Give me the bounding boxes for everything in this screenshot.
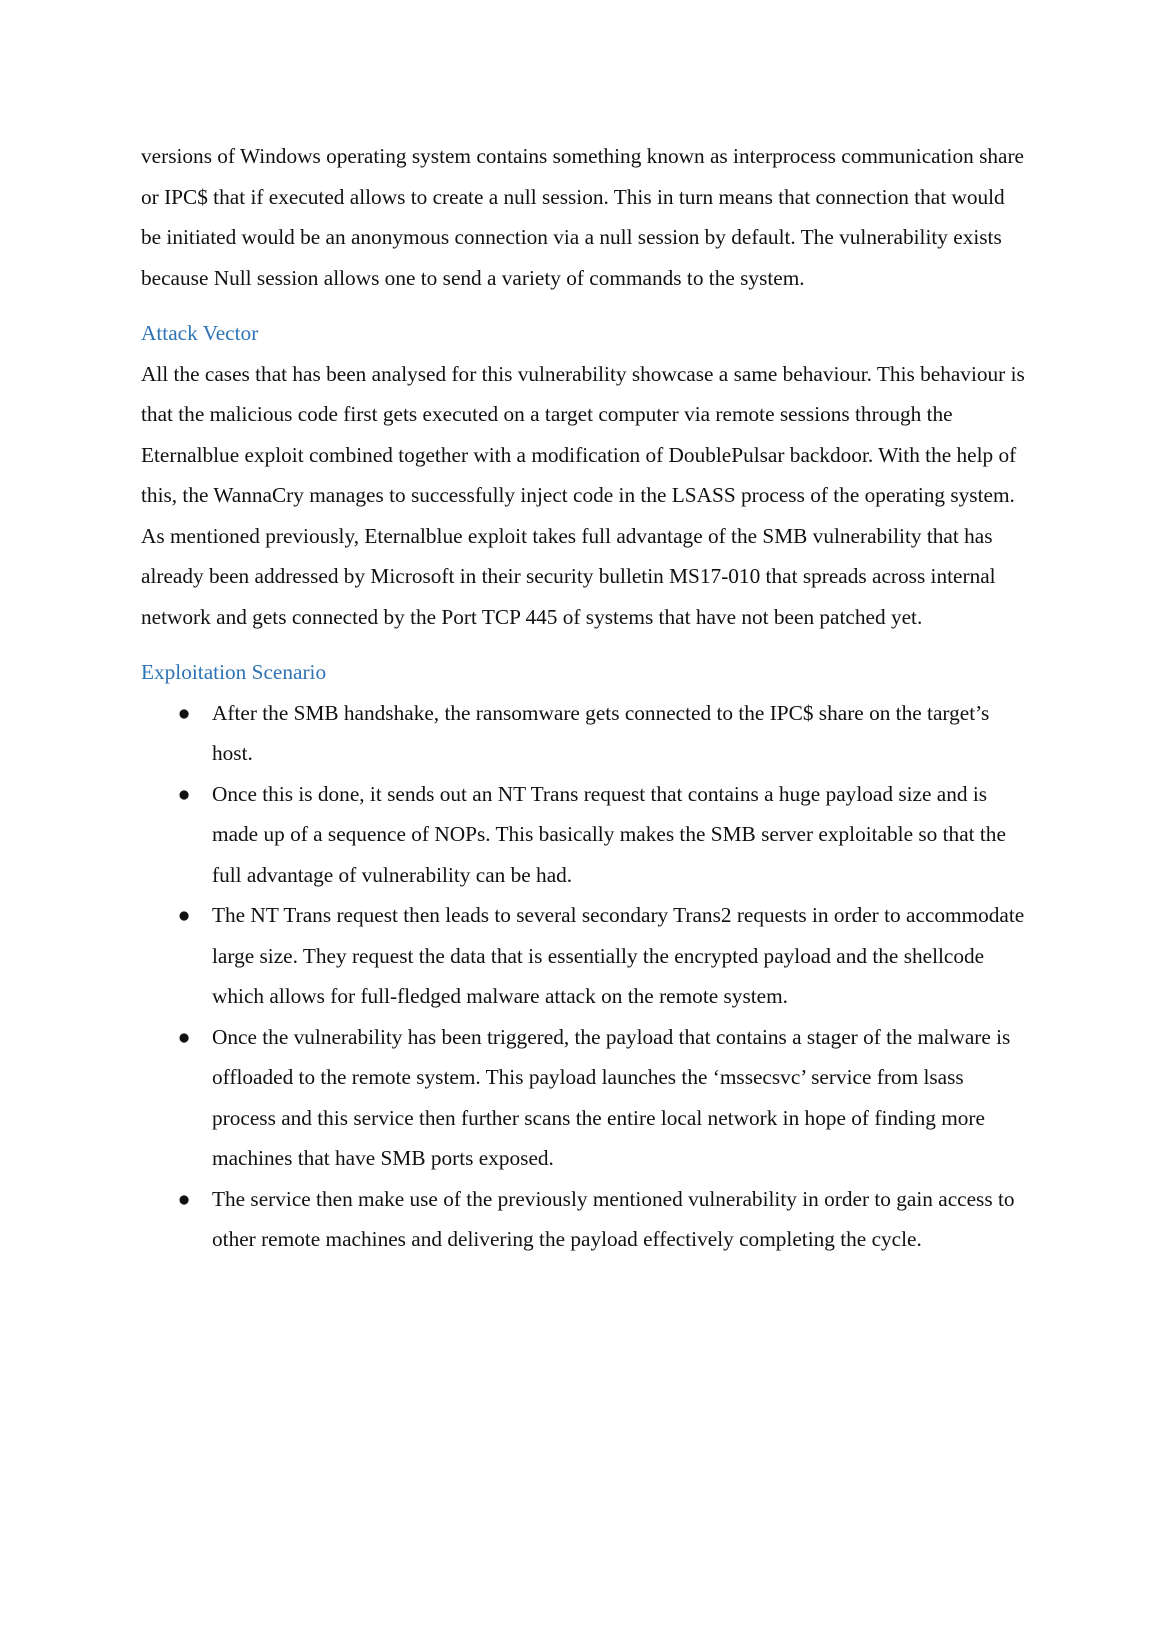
list-item xyxy=(141,774,1026,896)
bullet-icon: ● xyxy=(177,1186,191,1211)
bullet-icon: ● xyxy=(177,700,191,725)
list-item-text: After the SMB handshake, the ransomware gets connected to the IPC$ share on the target’s host. xyxy=(212,700,990,765)
list-item-text: The service then make use of the previously mentioned vulnerability in order to gain access to other remote machines and delivering the payload effectively completing the cycle. xyxy=(212,1186,1015,1251)
list-item-text: Once the vulnerability has been triggered, the payload that contains a stager of the malware is offloaded to the remote system. This payload launches the ‘mssecsvc’ service from lsass process and this service then further scans the entire local network in hope of finding more machines that have SMB ports exposed. xyxy=(212,1024,1011,1170)
list-item xyxy=(141,693,1026,774)
list-item-text: Once this is done, it sends out an NT Trans request that contains a huge payload size and is made up of a sequence of NOPs. This basically makes the SMB server exploitable so that the full advantage of vulnerability can be had. xyxy=(212,781,1006,887)
bullet-icon: ● xyxy=(177,781,191,806)
exploitation-scenario-heading: Exploitation Scenario xyxy=(141,660,327,684)
list-item-text: The NT Trans request then leads to several secondary Trans2 requests in order to accommodate large size. They request the data that is essentially the encrypted payload and the shellcode which allows for full-fledged malware attack on the remote system. xyxy=(212,903,1025,1008)
list-item xyxy=(141,1017,1026,1179)
bullet-icon: ● xyxy=(177,1024,191,1049)
intro-paragraph: versions of Windows operating system contains something known as interprocess communication share or IPC$ that if executed allows to create a null session. This in turn means that connection that would be initiated would be an anonymous connection via a null session by default. The vulnerability exists because Null session allows one to send a variety of commands to the system. xyxy=(141,144,1024,290)
list-item xyxy=(141,1179,1026,1260)
bullet-icon: ● xyxy=(177,903,191,927)
exploitation-steps-list xyxy=(141,693,1026,1260)
attack-vector-heading: Attack Vector xyxy=(141,321,259,345)
document-body xyxy=(141,136,1026,1260)
list-item xyxy=(141,895,1026,1017)
attack-vector-paragraph: All the cases that has been analysed for this vulnerability showcase a same behaviour. This behaviour is that the malicious code first gets executed on a target computer via remote sessions through the Eternalblue exploit combined together with a modification of DoublePulsar backdoor. With the help of this, the WannaCry manages to successfully inject code in the LSASS process of the operating system. As mentioned previously, Eternalblue exploit takes full advantage of the SMB vulnerability that has already been addressed by Microsoft in their security bulletin MS17-010 that spreads across internal network and gets connected by the Port TCP 445 of systems that have not been patched yet. xyxy=(141,361,1025,629)
